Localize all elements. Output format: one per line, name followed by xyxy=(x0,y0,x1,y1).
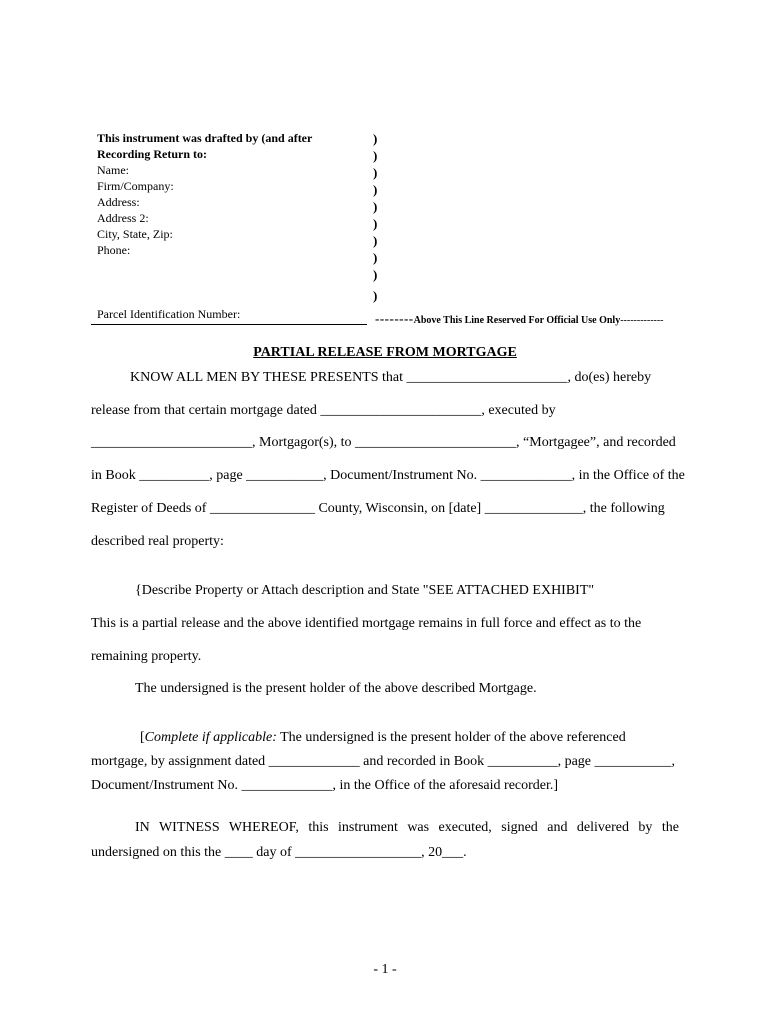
assignment-line1-rest: The undersigned is the present holder of the above referenced xyxy=(276,730,626,745)
witness-line2: undersigned on this the ____ day of __________________, 20___. xyxy=(91,845,467,860)
page-number: - 1 - xyxy=(373,962,397,977)
address-label: Address: xyxy=(97,195,140,209)
partial-release-line1: This is a partial release and the above identified mortgage remains in full force and effect as to the xyxy=(91,616,642,631)
para1-line5: Register of Deeds of _______________ County, Wisconsin, on [date] ______________, the following xyxy=(91,501,665,516)
document-title: PARTIAL RELEASE FROM MORTGAGE xyxy=(253,345,517,360)
assignment-line2: mortgage, by assignment dated _____________ and recorded in Book __________, page ___________, xyxy=(91,754,676,769)
para1-line1: KNOW ALL MEN BY THESE PRESENTS that _______________________, do(es) hereby xyxy=(130,370,652,385)
para1-line4: in Book __________, page ___________, Document/Instrument No. _____________, in the Office of the xyxy=(91,468,685,483)
parcel-id-label: Parcel Identification Number: xyxy=(97,307,241,321)
city-state-zip-label: City, State, Zip: xyxy=(97,227,173,241)
assignment-open-bracket: [ xyxy=(140,730,145,745)
para1-line2: release from that certain mortgage dated _______________________, executed by xyxy=(91,403,556,418)
paren-9: ) xyxy=(373,267,378,282)
official-use-line xyxy=(375,310,664,328)
paren-5: ) xyxy=(373,199,378,214)
drafted-by-line-2: Recording Return to: xyxy=(97,147,207,161)
paren-2: ) xyxy=(373,148,378,163)
witness-line1: IN WITNESS WHEREOF, this instrument was executed, signed and delivered by the xyxy=(135,820,679,835)
para1-line6: described real property: xyxy=(91,534,224,549)
assignment-line1 xyxy=(140,729,626,747)
paren-1: ) xyxy=(373,131,378,146)
firm-label: Firm/Company: xyxy=(97,179,174,193)
paren-8: ) xyxy=(373,250,378,265)
para1-line3: _______________________, Mortgagor(s), to _______________________, “Mortgagee”, and recorded xyxy=(91,435,676,450)
paren-4: ) xyxy=(373,182,378,197)
paren-6: ) xyxy=(373,216,378,231)
drafted-by-line-1: This instrument was drafted by (and after xyxy=(97,131,313,145)
paren-10: ) xyxy=(373,288,378,303)
official-use-text: Above This Line Reserved For Official Use Only xyxy=(413,315,621,326)
parcel-underline xyxy=(91,324,367,325)
paren-3: ) xyxy=(373,165,378,180)
assignment-line3: Document/Instrument No. _____________, in the Office of the aforesaid recorder.] xyxy=(91,778,559,793)
address2-label: Address 2: xyxy=(97,211,149,225)
holder-statement: The undersigned is the present holder of the above described Mortgage. xyxy=(135,681,537,696)
official-use-dashes-right: ------------- xyxy=(620,315,664,326)
assignment-italic-label: Complete if applicable: xyxy=(144,730,277,745)
paren-7: ) xyxy=(373,233,378,248)
name-label: Name: xyxy=(97,163,129,177)
describe-property-note: {Describe Property or Attach description and State "SEE ATTACHED EXHIBIT" xyxy=(135,583,595,598)
official-use-dashes-left: -------- xyxy=(375,311,414,326)
partial-release-line2: remaining property. xyxy=(91,649,202,664)
phone-label: Phone: xyxy=(97,243,131,257)
